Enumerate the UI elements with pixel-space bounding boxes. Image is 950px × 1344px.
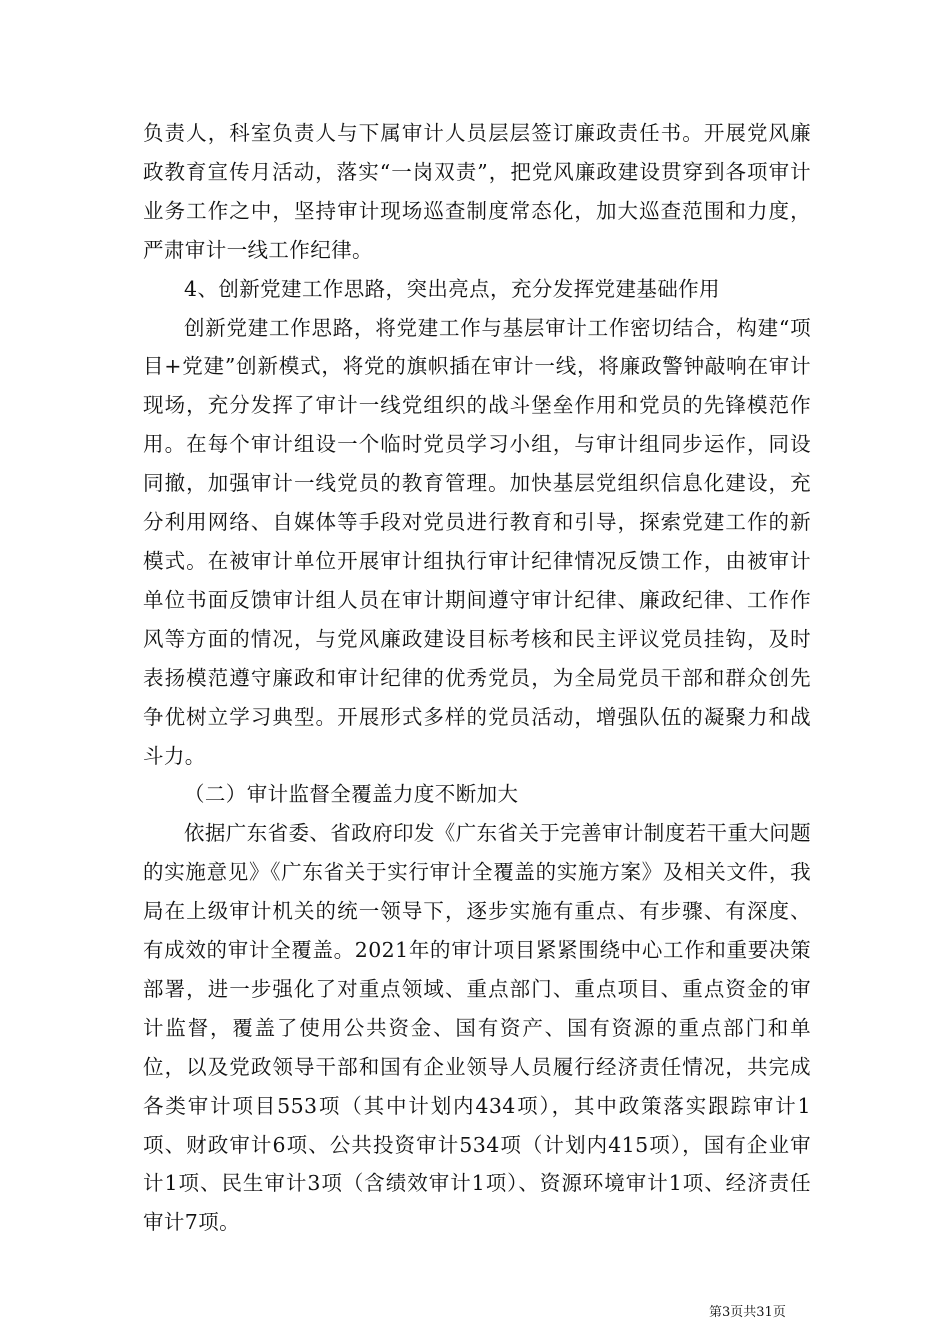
paragraph-responsibility: 负责人，科室负责人与下属审计人员层层签订廉政责任书。开展党风廉政教育宣传月活动，落实“一岗双责”，把党风廉政建设贯穿到各项审计业务工作之中，坚持审计现场巡查制度常态化，加大巡查范围和力度，严肃审计一线工作纪律。 [143,121,811,262]
paragraph-audit-coverage: 依据广东省委、省政府印发《广东省关于完善审计制度若干重大问题的实施意见》《广东省关于实行审计全覆盖的实施方案》及相关文件，我局在上级审计机关的统一领导下，逐步实施有重点、有步骤、有深度、有成效的审计全覆盖。2021年的审计项目紧紧围绕中心工作和重要决策部署，进一步强化了对重点领域、重点部门、重点项目、重点资金的审计监督，覆盖了使用公共资金、国有资产、国有资源的重点部门和单位，以及党政领导干部和国有企业领导人员履行经济责任情况，共完成各类审计项目553项（其中计划内434项），其中政策落实跟踪审计1项、财政审计6项、公共投资审计534项（计划内415项），国有企业审计1项、民生审计3项（含绩效审计1项）、资源环境审计1项、经济责任审计7项。 [143,821,811,1235]
heading-audit-coverage: （二）审计监督全覆盖力度不断加大 [184,782,519,807]
heading-party-building-innovation: 4、创新党建工作思路，突出亮点，充分发挥党建基础作用 [184,276,720,301]
paragraph-party-building: 创新党建工作思路，将党建工作与基层审计工作密切结合，构建“项目+党建”创新模式，将党的旗帜插在审计一线，将廉政警钟敲响在审计现场，充分发挥了审计一线党组织的战斗堡垒作用和党员的先锋模范作用。在每个审计组设一个临时党员学习小组，与审计组同步运作，同设同撤，加强审计一线党员的教育管理。加快基层党组织信息化建设，充分利用网络、自媒体等手段对党员进行教育和引导，探索党建工作的新模式。在被审计单位开展审计组执行审计纪律情况反馈工作，由被审计单位书面反馈审计组人员在审计期间遵守审计纪律、廉政纪律、工作作风等方面的情况，与党风廉政建设目标考核和民主评议党员挂钩，及时表扬模范遵守廉政和审计纪律的优秀党员，为全局党员干部和群众创先争优树立学习典型。开展形式多样的党员活动，增强队伍的凝聚力和战斗力。 [143,315,811,768]
document-body [143,114,811,1242]
page-number: 第3页共31页 [709,1305,786,1320]
